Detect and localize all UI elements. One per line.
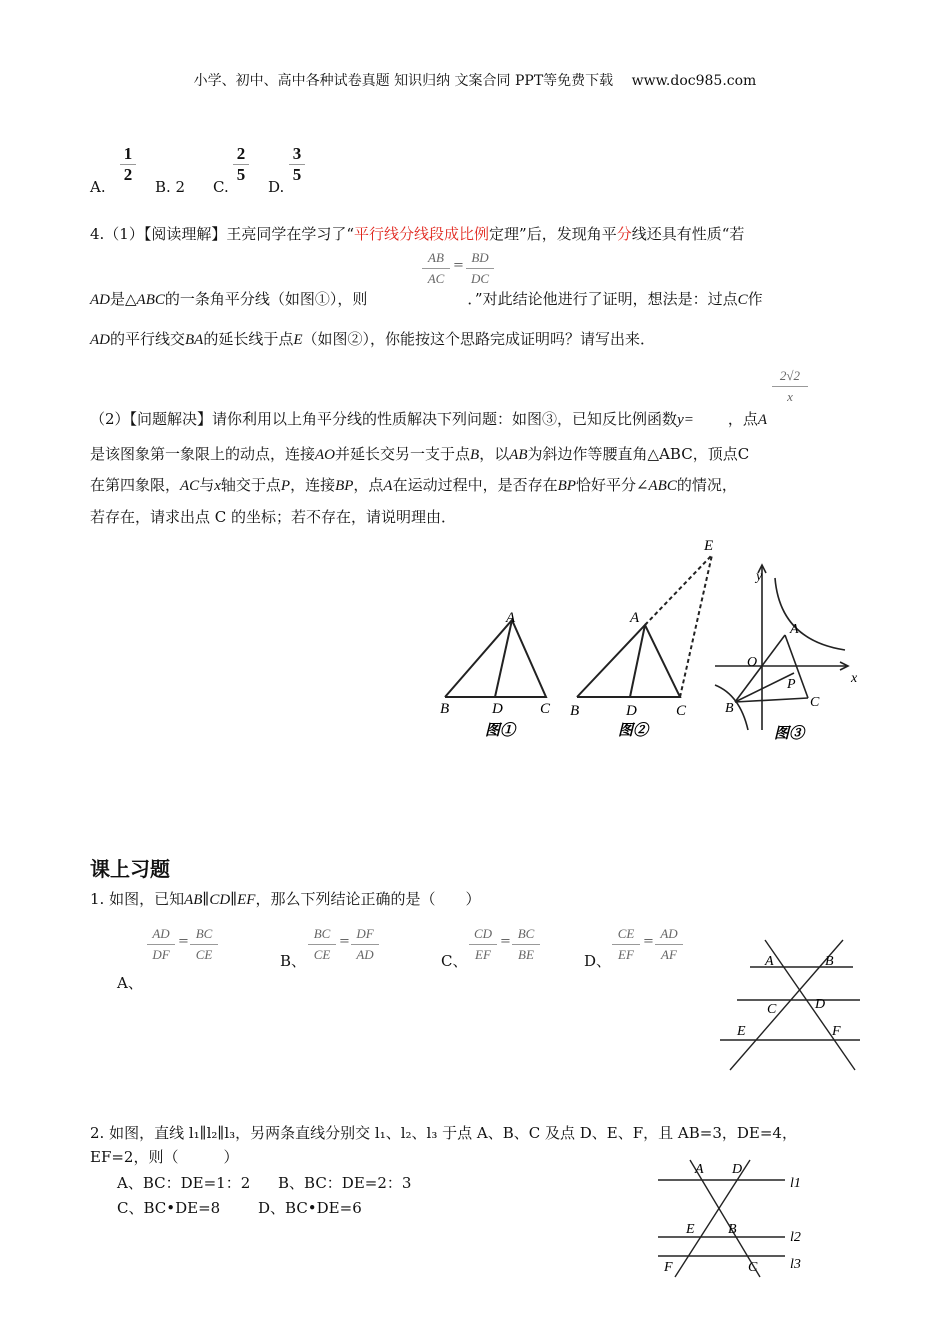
q4-line6: 在第四象限，AC与x轴交于点P，连接BP，点A在运动过程中，是否存在BP恰好平分∠ABC的情况， — [90, 476, 737, 494]
ex1-option-b-right: DF AD — [351, 925, 379, 964]
ex1-option-a-left: AD DF — [147, 925, 175, 964]
fig2-caption: 图② — [618, 723, 649, 739]
fig1-label-a: A — [506, 610, 516, 626]
ex1-fig-b: B — [825, 954, 834, 969]
ex2-fig-l2: l2 — [790, 1230, 801, 1245]
ex1-fig-a: A — [765, 954, 774, 969]
section-title: 课上习题 — [90, 857, 170, 881]
ex2-stem-line1: 2. 如图，直线 l₁∥l₂∥l₃，另两条直线分别交 l₁、l₂、l₃ 于点 A、B、C 及点 D、E、F，且 AB=3，DE=4， — [90, 1124, 797, 1142]
figure-2 — [577, 555, 712, 697]
ratio-ab-ac: AB AC — [422, 249, 450, 288]
q4-line1: 4.（1）【阅读理解】王亮同学在学习了“平行线分线段成比例定理”后，发现角平分线还具有性质“若 — [90, 225, 745, 243]
option-c-fraction: 2 5 — [233, 145, 249, 184]
fig1-label-c: C — [540, 701, 551, 717]
fig3-caption: 图③ — [774, 726, 805, 742]
fig2-label-e: E — [704, 538, 714, 554]
fig3-label-c: C — [810, 695, 820, 710]
ex1-option-a-eq: = — [178, 934, 189, 949]
fig1-label-b: B — [440, 701, 450, 717]
option-b-label: B. 2 — [155, 178, 186, 196]
fig2-label-d: D — [626, 703, 637, 719]
ex2-figure — [650, 1155, 815, 1280]
ex2-option-a: A、BC：DE=1：2 — [117, 1174, 251, 1192]
ex1-option-b-eq: = — [339, 934, 350, 949]
fig2-label-c: C — [676, 703, 687, 719]
function-fraction: 2√2 x — [772, 367, 808, 406]
ex2-fig-e: E — [686, 1222, 695, 1237]
ex1-option-b-label: B、 — [280, 952, 307, 970]
ex1-option-a-label: A、 — [117, 974, 143, 992]
ex1-option-c-left: CD EF — [469, 925, 497, 964]
ex2-stem-line2: EF=2，则（ ） — [90, 1148, 239, 1166]
q4-figures — [430, 530, 870, 750]
ex1-stem: 1. 如图，已知AB∥CD∥EF，那么下列结论正确的是（ ） — [90, 890, 481, 908]
ex2-fig-l1: l1 — [790, 1176, 801, 1191]
fig3-label-o: O — [747, 655, 758, 670]
page-header: 小学、初中、高中各种试卷真题 知识归纳 文案合同 PPT等免费下载 www.doc985.com — [193, 73, 757, 89]
ex1-option-b-left: BC CE — [308, 925, 336, 964]
fig2-label-b: B — [570, 703, 580, 719]
q4-line5: 是该图象第一象限上的动点，连接AO并延长交另一支于点B，以AB为斜边作等腰直角△ABC，顶点C — [90, 445, 750, 463]
ex2-fig-a: A — [695, 1162, 704, 1177]
fig2-label-a: A — [630, 610, 640, 626]
ex1-option-d-left: CE EF — [612, 925, 640, 964]
ex1-option-c-eq: = — [500, 934, 511, 949]
option-a-label: A. — [90, 178, 106, 196]
q4-line7: 若存在，请求出点 C 的坐标；若不存在，请说明理由． — [90, 508, 457, 526]
ex2-fig-l3: l3 — [790, 1257, 801, 1272]
ex1-figure — [715, 935, 865, 1075]
ex1-fig-f: F — [832, 1024, 841, 1039]
ex1-option-c-label: C、 — [441, 952, 468, 970]
ex1-fig-e: E — [737, 1024, 746, 1039]
q4-line4: （2）【问题解决】请你利用以上角平分线的性质解决下列问题：如图③，已知反比例函数y= ，点A — [90, 410, 768, 428]
q4-line3: AD的平行线交BA的延长线于点E（如图②），你能按这个思路完成证明吗？请写出来． — [90, 330, 656, 348]
ex1-fig-c: C — [767, 1002, 777, 1017]
ex1-option-a-right: BC CE — [190, 925, 218, 964]
ex2-fig-d: D — [732, 1162, 743, 1177]
ex1-option-c-right: BC BE — [512, 925, 540, 964]
ex1-option-d-eq: = — [643, 934, 654, 949]
ex2-option-c: C、BC•DE=8 — [117, 1199, 221, 1217]
figure-3 — [715, 565, 848, 730]
option-a-fraction: 1 2 — [120, 145, 136, 184]
ex2-option-b: B、BC：DE=2：3 — [278, 1174, 412, 1192]
fig3-label-a: A — [790, 622, 799, 637]
fig1-label-d: D — [492, 701, 503, 717]
q4-line2: AD是△ABC的一条角平分线（如图①），则 ．”对此结论他进行了证明，想法是：过点C作 — [90, 290, 763, 308]
ex2-fig-b: B — [728, 1222, 737, 1237]
equals-sign: = — [453, 258, 464, 273]
fig3-label-y: y — [756, 569, 763, 584]
option-d-label: D. — [268, 178, 285, 196]
ex1-option-d-label: D、 — [584, 952, 612, 970]
ex2-fig-f: F — [664, 1260, 673, 1275]
ratio-bd-dc: BD DC — [466, 249, 494, 288]
fig3-label-p: P — [787, 677, 796, 692]
ex1-fig-d: D — [815, 997, 826, 1012]
option-c-label: C. — [213, 178, 229, 196]
option-d-fraction: 3 5 — [289, 145, 305, 184]
ex1-option-d-right: AD AF — [655, 925, 683, 964]
fig1-caption: 图① — [485, 723, 516, 739]
fig3-label-b: B — [725, 701, 734, 716]
figure-1 — [445, 620, 546, 697]
ex2-option-d: D、BC•DE=6 — [258, 1199, 362, 1217]
fig3-label-x: x — [851, 671, 858, 686]
ex2-fig-c: C — [748, 1260, 758, 1275]
